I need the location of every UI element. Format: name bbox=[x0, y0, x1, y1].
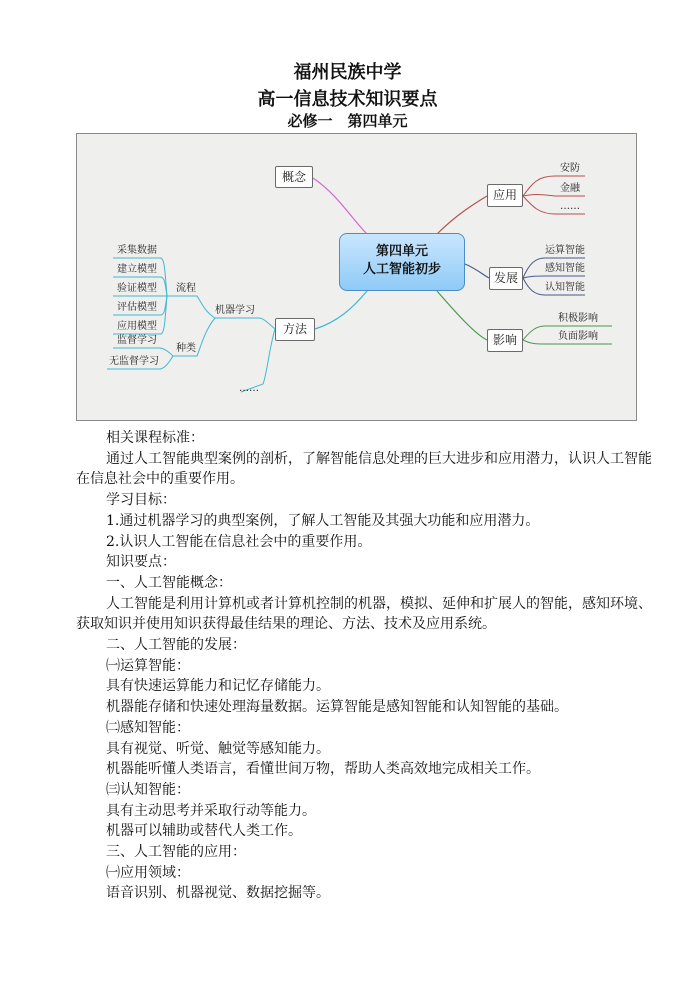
development-item-1: 运算智能 bbox=[545, 245, 585, 256]
document-title: 高一信息技术知识要点 bbox=[257, 89, 438, 110]
objective-2: 2.认识人工智能在信息社会中的重要作用。 bbox=[106, 533, 372, 550]
subsection-perception-text-2: 机器能听懂人类语言，看懂世间万物，帮助人类高效地完成相关工作。 bbox=[106, 761, 540, 778]
section-2-heading: 二、人工智能的发展： bbox=[106, 637, 246, 654]
document-subtitle: 必修一 第四单元 bbox=[287, 112, 408, 130]
process-item-1: 采集数据 bbox=[117, 245, 157, 256]
process-label: 流程 bbox=[176, 283, 196, 294]
process-item-4: 评估模型 bbox=[117, 302, 157, 313]
objectives-heading: 学习目标： bbox=[106, 492, 176, 509]
subsection-fields-text: 语音识别、机器视觉、数据挖掘等。 bbox=[106, 885, 330, 902]
kinds-label: 种类 bbox=[176, 343, 196, 354]
subsection-cognition-heading: ㈢认知智能： bbox=[106, 781, 190, 798]
section-1-heading: 一、人工智能概念： bbox=[106, 574, 232, 591]
key-points-heading: 知识要点： bbox=[106, 554, 176, 571]
application-item-1: 安防 bbox=[560, 163, 580, 174]
subsection-fields-heading: ㈠应用领域： bbox=[106, 864, 190, 881]
impact-item-2: 负面影响 bbox=[558, 331, 598, 342]
subsection-perception-heading: ㈡感知智能： bbox=[106, 719, 190, 736]
method-more: …… bbox=[239, 383, 259, 394]
section-1-text: 人工智能是利用计算机或者计算机控制的机器，模拟、延伸和扩展人的智能，感知环境、获取知识并使用知识获得最佳结果的理论、方法、技术及应用系统。 bbox=[76, 595, 652, 633]
document-body bbox=[76, 428, 656, 904]
subsection-computing-text-1: 具有快速运算能力和记忆存储能力。 bbox=[106, 678, 330, 695]
branch-application: 应用 bbox=[487, 184, 523, 207]
development-item-3: 认知智能 bbox=[545, 282, 585, 293]
process-item-5: 应用模型 bbox=[117, 321, 157, 332]
subsection-cognition-text-2: 机器可以辅助或替代人类工作。 bbox=[106, 823, 302, 840]
kind-item-2: 无监督学习 bbox=[109, 356, 159, 367]
objective-1: 1.通过机器学习的典型案例，了解人工智能及其强大功能和应用潜力。 bbox=[106, 512, 540, 529]
school-name: 福州民族中学 bbox=[293, 62, 402, 83]
subsection-computing-text-2: 机器能存储和快速处理海量数据。运算智能是感知智能和认知智能的基础。 bbox=[106, 699, 568, 716]
machine-learning-label: 机器学习 bbox=[215, 305, 255, 316]
branch-impact: 影响 bbox=[487, 329, 523, 352]
subsection-computing-heading: ㈠运算智能： bbox=[106, 657, 190, 674]
center-topic-line2: 人工智能初步 bbox=[362, 262, 441, 277]
branch-method: 方法 bbox=[275, 318, 315, 341]
process-item-2: 建立模型 bbox=[117, 264, 157, 275]
process-item-3: 验证模型 bbox=[117, 283, 157, 294]
application-item-2: 金融 bbox=[560, 183, 580, 194]
branch-development: 发展 bbox=[489, 267, 523, 290]
impact-item-1: 积极影响 bbox=[558, 313, 598, 324]
branch-concept: 概念 bbox=[275, 166, 313, 188]
curriculum-heading: 相关课程标准： bbox=[106, 430, 204, 446]
curriculum-text: 通过人工智能典型案例的剖析，了解智能信息处理的巨大进步和应用潜力，认识人工智能在信息社会中的重要作用。 bbox=[76, 450, 652, 488]
section-3-heading: 三、人工智能的应用： bbox=[106, 844, 246, 861]
subsection-cognition-text-1: 具有主动思考并采取行动等能力。 bbox=[106, 802, 316, 819]
mind-map bbox=[76, 133, 637, 421]
subsection-perception-text-1: 具有视觉、听觉、触觉等感知能力。 bbox=[106, 740, 330, 757]
center-topic bbox=[339, 233, 465, 291]
center-topic-line1: 第四单元 bbox=[375, 244, 428, 259]
application-item-3: …… bbox=[560, 201, 580, 212]
development-item-2: 感知智能 bbox=[545, 263, 585, 274]
kind-item-1: 监督学习 bbox=[117, 335, 157, 346]
